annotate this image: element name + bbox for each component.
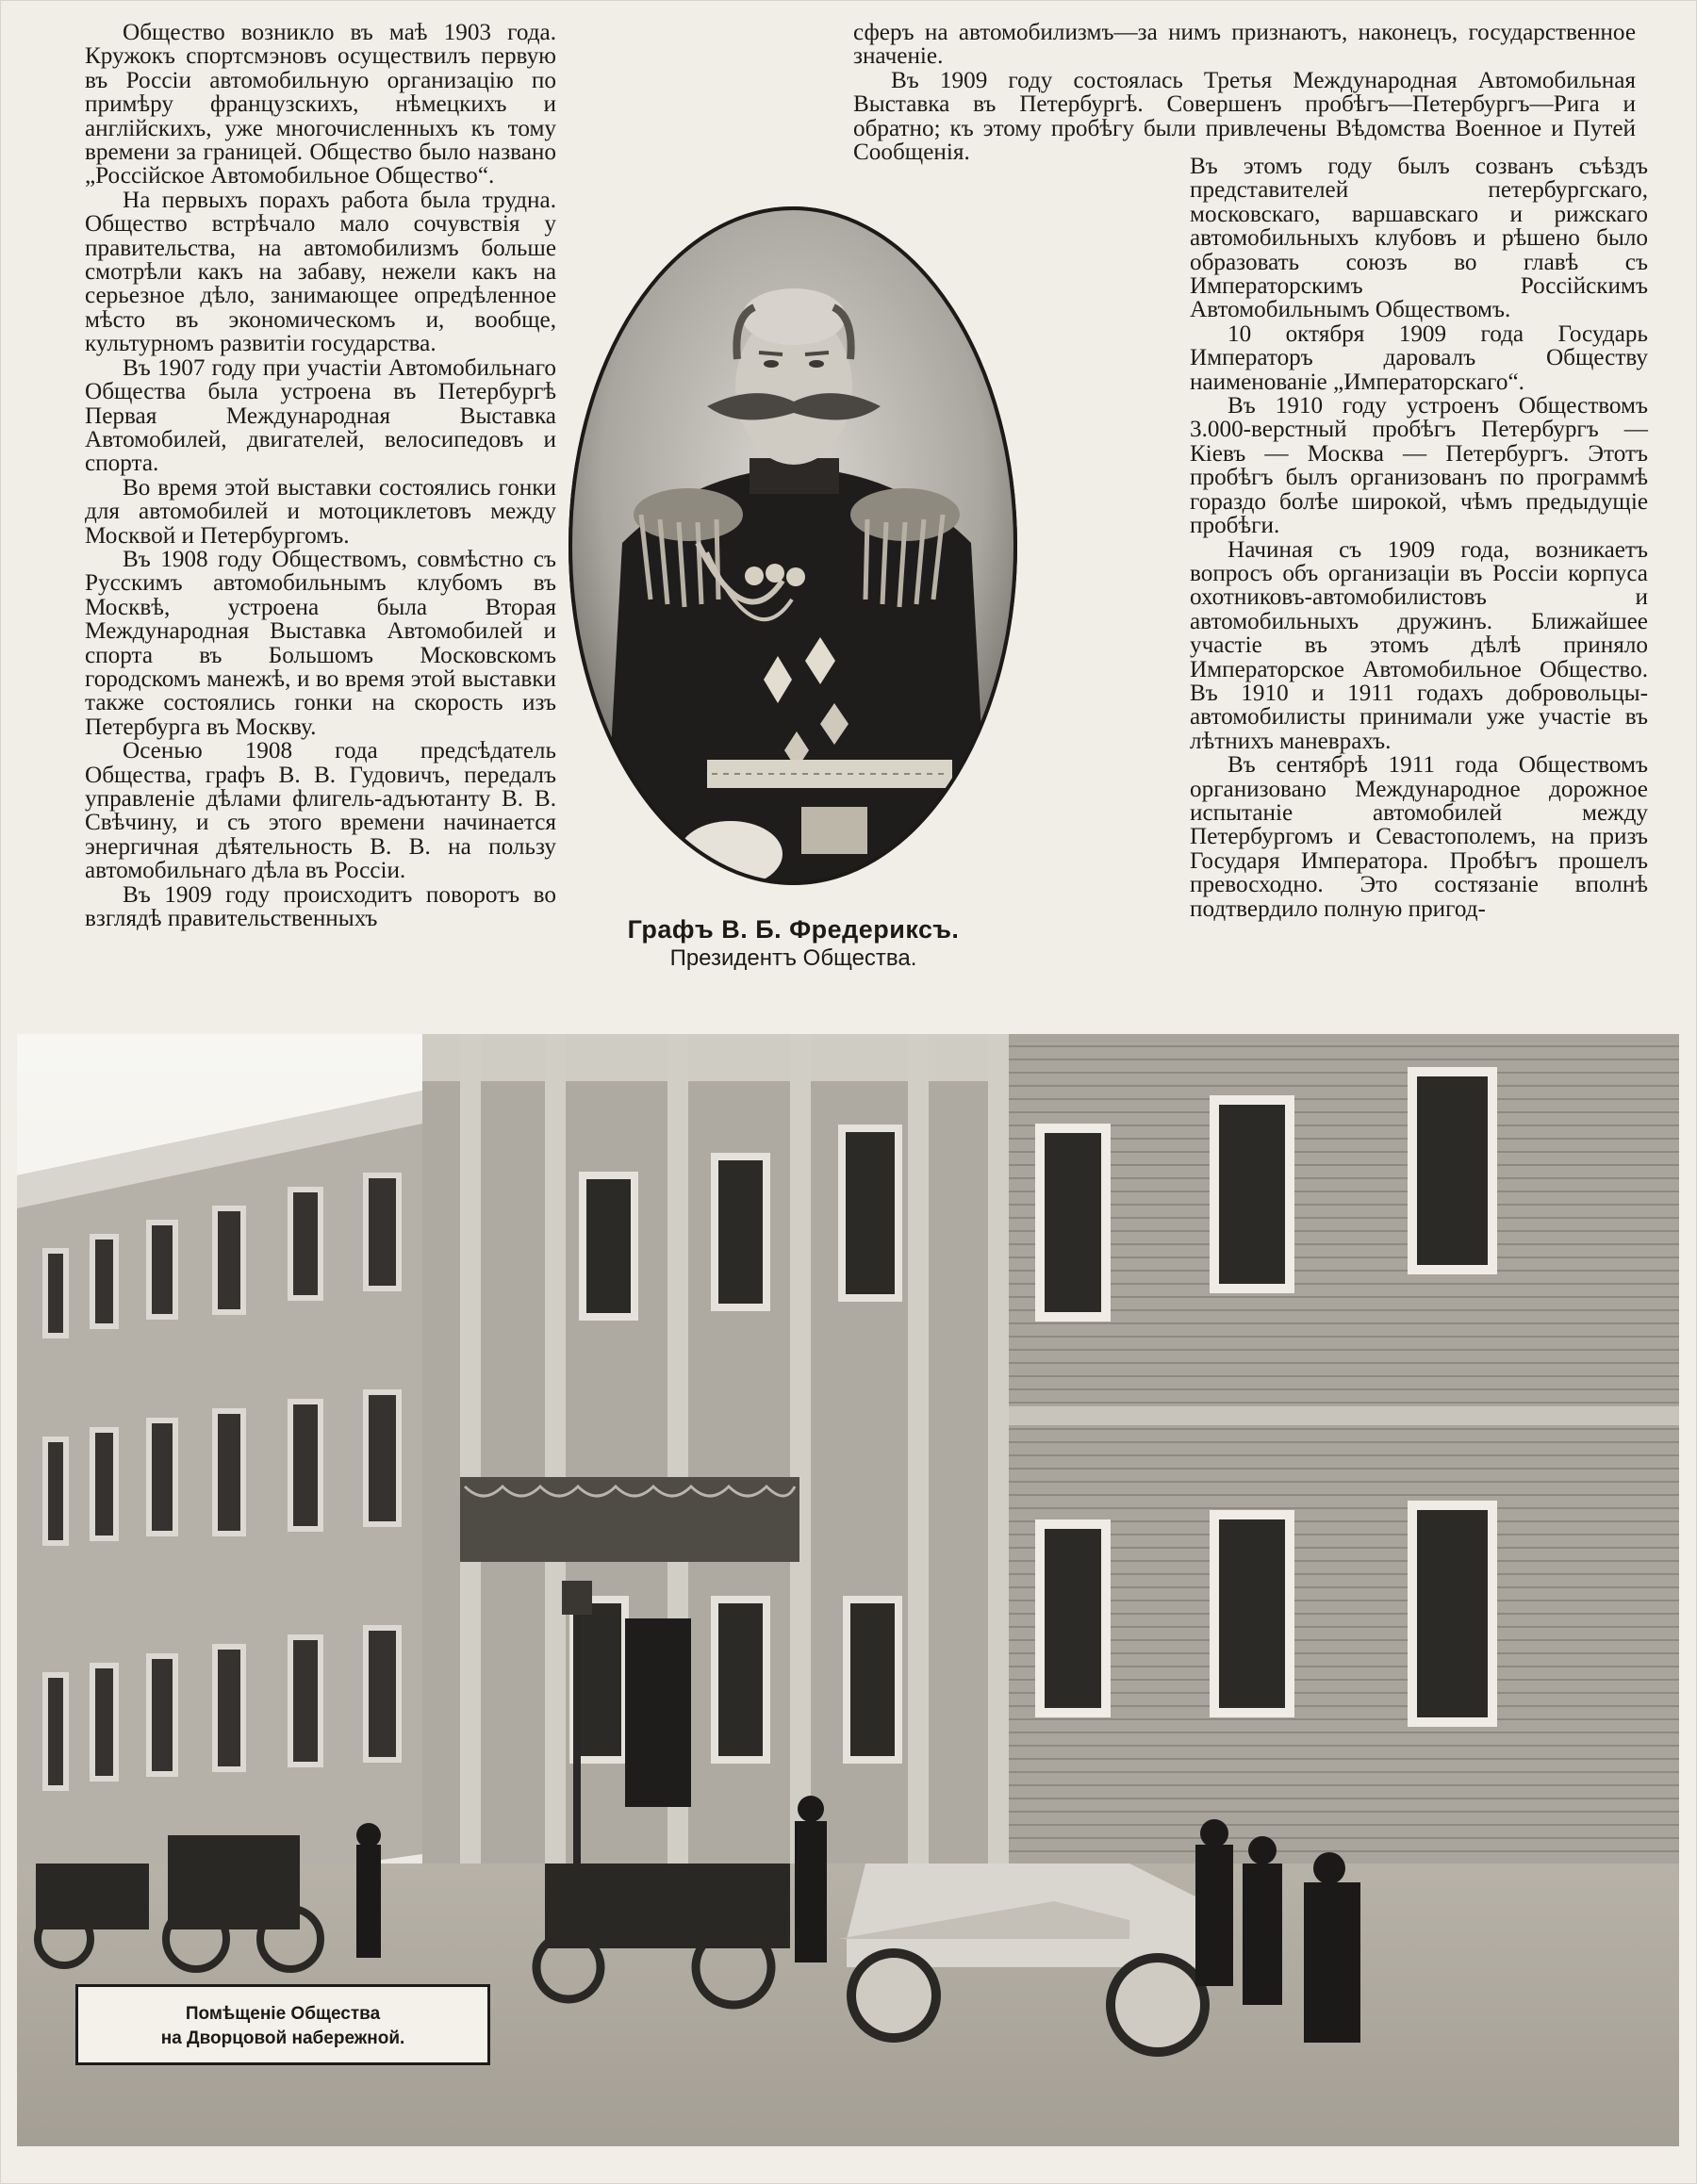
paragraph: Въ сентябрѣ 1911 года Обществомъ организовано Международное дорожное испытаніе автомобилей между Петербургомъ и Севастополемъ, на призъ Государя Императора. Пробѣгъ прошелъ превосходно. Это состязаніе вполнѣ подтвердило полную пригод-: [1190, 752, 1648, 922]
paragraph: На первыхъ порахъ работа была трудна. Общество встрѣчало мало сочувствія у правительства, на автомобилизмъ больше смотрѣли какъ на забаву, нежели какъ на серьезное дѣло, занимающее опредѣленное мѣсто въ экономическомъ и, вообще, культурномъ развитіи государства.: [85, 187, 556, 357]
portrait-photo: [566, 204, 1021, 889]
building-photo: [17, 1034, 1679, 2146]
paragraph: Общество возникло въ маѣ 1903 года. Кружокъ спортсмэновъ осуществилъ первую въ Россіи автомобильную организацію по примѣру французскихъ, нѣмецкихъ и англійскихъ, уже многочисленныхъ къ тому времени за границей. Общество было названо „Россійское Автомобильное Общество“.: [85, 20, 556, 189]
article-right-column: [1190, 155, 1648, 921]
portrait-caption-role: Президентъ Общества.: [669, 945, 917, 971]
paragraph: 10 октября 1909 года Государь Императоръ даровалъ Обществу наименованіе „Императорскаго“.: [1190, 320, 1648, 395]
paragraph: Въ 1910 году устроенъ Обществомъ 3.000-верстный пробѣгъ Петербургъ — Кіевъ — Москва — Петербургъ. Этотъ пробѣгъ былъ организованъ по программѣ гораздо болѣе широкой, чѣмъ предыдущіе пробѣги.: [1190, 393, 1648, 539]
paragraph: Въ 1909 году состоялась Третья Международная Автомобильная Выставка въ Петербургѣ. Совершенъ пробѣгъ—Петербургъ—Рига и обратно; къ этому пробѣгу были привлечены Вѣдомства Военное и Путей Сообщенія.: [853, 67, 1636, 166]
building-photo-caption-line2: на Дворцовой набережной.: [160, 2028, 405, 2048]
paragraph: Въ этомъ году былъ созванъ съѣздъ представителей петербургскаго, московскаго, варшавскаго и рижскаго автомобильныхъ клубовъ и рѣшено было образовать союзъ во главѣ съ Императорскимъ Россійскимъ Автомобильнымъ Обществомъ.: [1190, 154, 1648, 323]
building-photo-caption: [75, 1984, 490, 2065]
article-left-column: [85, 21, 556, 930]
building-photo-caption-line1: Помѣщеніе Общества: [185, 2004, 381, 2024]
portrait-caption-name: Графъ В. Б. Фредериксъ.: [627, 915, 960, 944]
portrait-caption: [566, 914, 1021, 973]
paragraph: Въ 1907 году при участіи Автомобильнаго Общества была устроена въ Петербургѣ Первая Международная Выставка Автомобилей, двигателей, велосипедовъ и спорта.: [85, 354, 556, 477]
paragraph: сферъ на автомобилизмъ—за нимъ признаютъ, наконецъ, государственное значеніе.: [853, 20, 1636, 70]
paragraph: Начиная съ 1909 года, возникаетъ вопросъ объ организаціи въ Россіи корпуса охотниковъ-автомобилистовъ и автомобильныхъ дружинъ. Ближайшее участіе въ этомъ дѣлѣ приняло Императорское Автомобильное Общество. Въ 1910 и 1911 годахъ добровольцы-автомобилисты принимали уже участіе въ лѣтнихъ маневрахъ.: [1190, 536, 1648, 754]
paragraph: Осенью 1908 года предсѣдатель Общества, графъ В. В. Гудовичъ, передалъ управленіе дѣлами флигель-адъютанту В. В. Свѣчину, и съ этого времени начинается энергичная дѣятельность В. В. на пользу автомобильнаго дѣла въ Россіи.: [85, 738, 556, 884]
paragraph: Въ 1908 году Обществомъ, совмѣстно съ Русскимъ автомобильнымъ клубомъ въ Москвѣ, устроена была Вторая Международная Выставка Автомобилей и спорта въ Большомъ Московскомъ городскомъ манежѣ, и во время этой выставки также состоялись гонки на скорость изъ Петербурга въ Москву.: [85, 546, 556, 740]
article-top-continuation: [853, 21, 1636, 164]
paragraph: Въ 1909 году происходитъ поворотъ во взглядѣ правительственныхъ: [85, 881, 556, 932]
paragraph: Во время этой выставки состоялись гонки для автомобилей и мотоциклетовъ между Москвой и Петербургомъ.: [85, 474, 556, 549]
